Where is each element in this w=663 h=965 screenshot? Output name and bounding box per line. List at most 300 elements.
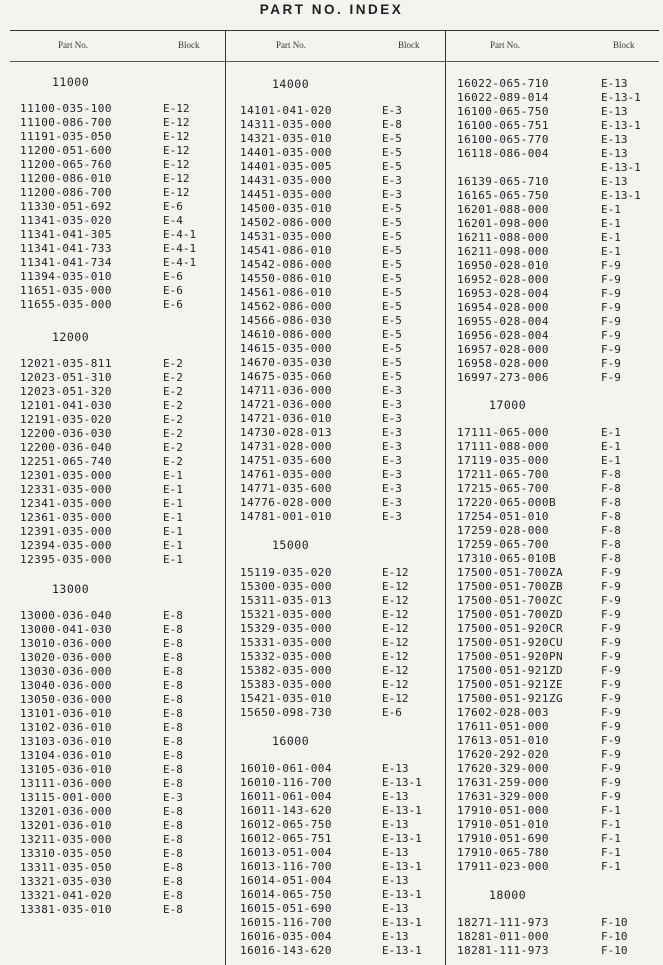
part-number: 13105-036-010 xyxy=(20,763,112,776)
part-number: 14761-035-000 xyxy=(240,468,332,481)
block-ref: F-8 xyxy=(601,552,621,565)
part-number: 17910-051-010 xyxy=(457,818,549,831)
part-number: 16201-098-000 xyxy=(457,217,549,230)
block-ref: F-9 xyxy=(601,748,621,761)
block-ref: E-1 xyxy=(601,231,621,244)
part-number: 14542-086-000 xyxy=(240,258,332,271)
part-number: 16014-051-004 xyxy=(240,874,332,887)
block-ref: E-13 xyxy=(601,133,628,146)
part-number: 11200-086-700 xyxy=(20,186,112,199)
part-number: 15383-035-000 xyxy=(240,678,332,691)
block-ref: F-8 xyxy=(601,468,621,481)
part-number: 12023-051-320 xyxy=(20,385,112,398)
part-number: 16956-028-004 xyxy=(457,329,549,342)
block-ref: E-8 xyxy=(163,875,183,888)
part-number: 17220-065-000B xyxy=(457,496,557,509)
part-number: 17500-051-700ZD xyxy=(457,608,564,621)
block-ref: E-4 xyxy=(163,214,183,227)
block-ref: E-13-1 xyxy=(382,776,422,789)
part-number: 17211-065-700 xyxy=(457,468,549,481)
part-number: 11394-035-010 xyxy=(20,270,112,283)
part-number: 13103-036-010 xyxy=(20,735,112,748)
part-number: 16013-116-700 xyxy=(240,860,332,873)
block-ref: E-12 xyxy=(163,116,190,129)
part-number: 14531-035-000 xyxy=(240,230,332,243)
block-ref: E-5 xyxy=(382,216,402,229)
part-number: 17911-023-000 xyxy=(457,860,549,873)
block-ref: E-13 xyxy=(382,846,409,859)
part-number: 13211-035-000 xyxy=(20,833,112,846)
part-number: 13050-036-000 xyxy=(20,693,112,706)
section-heading: 11000 xyxy=(52,75,90,89)
part-number: 13201-036-000 xyxy=(20,805,112,818)
block-ref: E-3 xyxy=(382,426,402,439)
block-ref: E-13-1 xyxy=(382,944,422,957)
part-number: 13000-041-030 xyxy=(20,623,112,636)
part-number: 13101-036-010 xyxy=(20,707,112,720)
part-number: 14771-035-600 xyxy=(240,482,332,495)
part-number: 15329-035-000 xyxy=(240,622,332,635)
block-ref: F-9 xyxy=(601,594,621,607)
part-number: 16011-143-620 xyxy=(240,804,332,817)
block-ref: E-5 xyxy=(382,300,402,313)
block-ref: F-9 xyxy=(601,776,621,789)
block-ref: E-4-1 xyxy=(163,242,197,255)
part-number: 17215-065-700 xyxy=(457,482,549,495)
block-ref: E-12 xyxy=(163,144,190,157)
block-ref: E-12 xyxy=(382,678,409,691)
block-ref: E-12 xyxy=(163,186,190,199)
block-ref: E-1 xyxy=(601,203,621,216)
part-number: 17620-329-000 xyxy=(457,762,549,775)
header-rule xyxy=(10,61,659,62)
part-number: 11655-035-000 xyxy=(20,298,112,311)
part-number: 16100-065-770 xyxy=(457,133,549,146)
part-number: 17259-065-700 xyxy=(457,538,549,551)
part-number: 13310-035-050 xyxy=(20,847,112,860)
block-ref: F-1 xyxy=(601,846,621,859)
block-ref: E-13-1 xyxy=(601,91,641,104)
block-ref: E-8 xyxy=(163,861,183,874)
part-number: 17254-051-010 xyxy=(457,510,549,523)
part-number: 17613-051-010 xyxy=(457,734,549,747)
block-ref: F-9 xyxy=(601,301,621,314)
block-ref: E-13-1 xyxy=(601,189,641,202)
part-number: 17310-065-010B xyxy=(457,552,557,565)
part-number: 12301-035-000 xyxy=(20,469,112,482)
block-ref: F-9 xyxy=(601,706,621,719)
block-ref: E-1 xyxy=(601,217,621,230)
part-number: 18271-111-973 xyxy=(457,916,549,929)
block-ref: E-3 xyxy=(382,188,402,201)
block-ref: E-12 xyxy=(382,566,409,579)
part-number: 17910-051-690 xyxy=(457,832,549,845)
block-ref: F-9 xyxy=(601,622,621,635)
block-ref: F-9 xyxy=(601,259,621,272)
part-number: 11200-065-760 xyxy=(20,158,112,171)
column-header-block: Block xyxy=(613,40,635,50)
block-ref: E-3 xyxy=(382,468,402,481)
block-ref: F-10 xyxy=(601,930,628,943)
block-ref: E-13-1 xyxy=(601,161,641,174)
block-ref: E-3 xyxy=(382,174,402,187)
part-number: 17500-051-920PN xyxy=(457,650,564,663)
block-ref: F-8 xyxy=(601,524,621,537)
part-number: 11341-035-020 xyxy=(20,214,112,227)
part-number: 12191-035-020 xyxy=(20,413,112,426)
block-ref: F-1 xyxy=(601,832,621,845)
part-number: 16010-116-700 xyxy=(240,776,332,789)
block-ref: F-9 xyxy=(601,608,621,621)
block-ref: E-5 xyxy=(382,328,402,341)
block-ref: E-8 xyxy=(163,805,183,818)
part-number: 12200-036-030 xyxy=(20,427,112,440)
block-ref: E-3 xyxy=(382,440,402,453)
block-ref: E-1 xyxy=(601,454,621,467)
part-number: 12251-065-740 xyxy=(20,455,112,468)
part-number: 12331-035-000 xyxy=(20,483,112,496)
block-ref: F-9 xyxy=(601,580,621,593)
part-number: 15331-035-000 xyxy=(240,636,332,649)
block-ref: E-1 xyxy=(163,539,183,552)
block-ref: E-8 xyxy=(163,623,183,636)
part-number: 14615-035-000 xyxy=(240,342,332,355)
part-number: 12021-035-811 xyxy=(20,357,112,370)
part-number: 16022-065-710 xyxy=(457,77,549,90)
block-ref: E-13-1 xyxy=(382,916,422,929)
block-ref: E-3 xyxy=(382,482,402,495)
block-ref: E-13 xyxy=(601,175,628,188)
section-heading: 12000 xyxy=(52,330,90,344)
part-number: 14541-086-010 xyxy=(240,244,332,257)
block-ref: E-5 xyxy=(382,356,402,369)
column-header-part-no: Part No. xyxy=(490,40,520,50)
part-number: 17111-065-000 xyxy=(457,426,549,439)
block-ref: F-8 xyxy=(601,510,621,523)
part-number: 14711-036-000 xyxy=(240,384,332,397)
part-number: 13102-036-010 xyxy=(20,721,112,734)
part-number: 16139-065-710 xyxy=(457,175,549,188)
part-number: 15650-098-730 xyxy=(240,706,332,719)
part-number: 17500-051-921ZD xyxy=(457,664,564,677)
part-number: 17910-051-000 xyxy=(457,804,549,817)
part-number: 14670-035-030 xyxy=(240,356,332,369)
block-ref: E-2 xyxy=(163,455,183,468)
block-ref: F-10 xyxy=(601,916,628,929)
part-number: 11341-041-734 xyxy=(20,256,112,269)
top-rule xyxy=(10,30,659,31)
part-number: 13010-036-000 xyxy=(20,637,112,650)
block-ref: E-8 xyxy=(163,819,183,832)
part-number: 12391-035-000 xyxy=(20,525,112,538)
block-ref: E-6 xyxy=(382,706,402,719)
part-number: 14721-036-010 xyxy=(240,412,332,425)
part-number: 16015-116-700 xyxy=(240,916,332,929)
column-header-block: Block xyxy=(178,40,200,50)
block-ref: E-12 xyxy=(163,102,190,115)
block-ref: E-12 xyxy=(163,130,190,143)
block-ref: F-9 xyxy=(601,650,621,663)
block-ref: E-3 xyxy=(382,510,402,523)
block-ref: E-1 xyxy=(601,426,621,439)
block-ref: E-1 xyxy=(163,497,183,510)
column-header-part-no: Part No. xyxy=(58,40,88,50)
block-ref: F-10 xyxy=(601,944,628,957)
part-number: 16211-098-000 xyxy=(457,245,549,258)
block-ref: E-3 xyxy=(382,384,402,397)
block-ref: E-8 xyxy=(163,763,183,776)
block-ref: F-9 xyxy=(601,790,621,803)
block-ref: E-12 xyxy=(163,158,190,171)
block-ref: F-9 xyxy=(601,273,621,286)
block-ref: E-6 xyxy=(163,284,183,297)
block-ref: E-13-1 xyxy=(382,804,422,817)
block-ref: E-13 xyxy=(382,874,409,887)
block-ref: E-2 xyxy=(163,441,183,454)
block-ref: E-8 xyxy=(163,679,183,692)
block-ref: F-1 xyxy=(601,818,621,831)
part-number: 17500-051-920CU xyxy=(457,636,564,649)
block-ref: E-8 xyxy=(163,889,183,902)
part-number: 16954-028-000 xyxy=(457,301,549,314)
block-ref: E-5 xyxy=(382,314,402,327)
block-ref: F-9 xyxy=(601,678,621,691)
block-ref: E-13 xyxy=(601,147,628,160)
block-ref: E-1 xyxy=(601,440,621,453)
part-number: 11200-051-600 xyxy=(20,144,112,157)
block-ref: F-9 xyxy=(601,664,621,677)
part-number: 14101-041-020 xyxy=(240,104,332,117)
part-number: 16201-088-000 xyxy=(457,203,549,216)
column-header-block: Block xyxy=(398,40,420,50)
block-ref: E-1 xyxy=(163,469,183,482)
block-ref: E-8 xyxy=(163,651,183,664)
block-ref: F-9 xyxy=(601,566,621,579)
part-number: 17500-051-921ZG xyxy=(457,692,564,705)
block-ref: E-4-1 xyxy=(163,228,197,241)
block-ref: E-2 xyxy=(163,371,183,384)
block-ref: E-5 xyxy=(382,244,402,257)
part-number: 11100-035-100 xyxy=(20,102,112,115)
page-title: PART NO. INDEX xyxy=(259,2,404,17)
part-number: 16952-028-000 xyxy=(457,273,549,286)
block-ref: E-12 xyxy=(163,172,190,185)
block-ref: E-4-1 xyxy=(163,256,197,269)
part-number: 14500-035-010 xyxy=(240,202,332,215)
part-number: 17111-088-000 xyxy=(457,440,549,453)
block-ref: E-2 xyxy=(163,413,183,426)
part-number: 13311-035-050 xyxy=(20,861,112,874)
part-number: 15382-035-000 xyxy=(240,664,332,677)
part-number: 16958-028-000 xyxy=(457,357,549,370)
part-number: 13321-041-020 xyxy=(20,889,112,902)
part-number: 14401-035-005 xyxy=(240,160,332,173)
block-ref: F-8 xyxy=(601,538,621,551)
block-ref: E-5 xyxy=(382,146,402,159)
block-ref: E-5 xyxy=(382,202,402,215)
part-number: 15332-035-000 xyxy=(240,650,332,663)
part-number: 17500-051-700ZA xyxy=(457,566,564,579)
block-ref: E-8 xyxy=(163,847,183,860)
part-number: 16957-028-000 xyxy=(457,343,549,356)
block-ref: E-13-1 xyxy=(382,832,422,845)
part-number: 14502-086-000 xyxy=(240,216,332,229)
part-number: 17500-051-700ZC xyxy=(457,594,564,607)
part-number: 16022-089-014 xyxy=(457,91,549,104)
block-ref: E-13 xyxy=(382,818,409,831)
block-ref: E-13 xyxy=(382,930,409,943)
block-ref: E-2 xyxy=(163,427,183,440)
part-number: 13040-036-000 xyxy=(20,679,112,692)
block-ref: E-8 xyxy=(163,833,183,846)
block-ref: E-3 xyxy=(382,496,402,509)
part-number: 15300-035-000 xyxy=(240,580,332,593)
part-number: 16955-028-004 xyxy=(457,315,549,328)
section-heading: 18000 xyxy=(489,888,527,902)
part-number: 13381-035-010 xyxy=(20,903,112,916)
part-number: 12361-035-000 xyxy=(20,511,112,524)
block-ref: E-13-1 xyxy=(601,119,641,132)
block-ref: E-8 xyxy=(382,118,402,131)
part-number: 15421-035-010 xyxy=(240,692,332,705)
block-ref: E-1 xyxy=(163,511,183,524)
block-ref: E-2 xyxy=(163,399,183,412)
block-ref: F-9 xyxy=(601,287,621,300)
block-ref: E-12 xyxy=(382,622,409,635)
block-ref: E-6 xyxy=(163,298,183,311)
part-number: 16010-061-004 xyxy=(240,762,332,775)
column-divider-1 xyxy=(225,30,226,965)
part-number: 11191-035-050 xyxy=(20,130,112,143)
part-number: 12200-036-040 xyxy=(20,441,112,454)
block-ref: E-8 xyxy=(163,777,183,790)
block-ref: E-12 xyxy=(382,650,409,663)
part-number: 11100-086-700 xyxy=(20,116,112,129)
block-ref: E-5 xyxy=(382,132,402,145)
block-ref: E-1 xyxy=(163,553,183,566)
part-number: 16100-065-750 xyxy=(457,105,549,118)
part-number: 16211-088-000 xyxy=(457,231,549,244)
part-number: 14675-035-060 xyxy=(240,370,332,383)
part-number: 14321-035-010 xyxy=(240,132,332,145)
part-number: 16011-061-004 xyxy=(240,790,332,803)
part-number: 14731-028-000 xyxy=(240,440,332,453)
column-divider-2 xyxy=(445,30,446,965)
block-ref: F-1 xyxy=(601,804,621,817)
part-number: 13000-036-040 xyxy=(20,609,112,622)
part-number: 16165-065-750 xyxy=(457,189,549,202)
block-ref: E-8 xyxy=(163,609,183,622)
block-ref: F-8 xyxy=(601,482,621,495)
part-number: 15119-035-020 xyxy=(240,566,332,579)
block-ref: E-12 xyxy=(382,692,409,705)
block-ref: E-8 xyxy=(163,903,183,916)
block-ref: E-12 xyxy=(382,580,409,593)
block-ref: F-9 xyxy=(601,357,621,370)
block-ref: E-5 xyxy=(382,272,402,285)
part-number: 13030-036-000 xyxy=(20,665,112,678)
block-ref: E-3 xyxy=(382,398,402,411)
part-number: 17602-028-003 xyxy=(457,706,549,719)
block-ref: E-13 xyxy=(382,790,409,803)
section-heading: 16000 xyxy=(272,734,310,748)
block-ref: E-8 xyxy=(163,721,183,734)
part-number: 16012-065-750 xyxy=(240,818,332,831)
block-ref: E-13-1 xyxy=(382,860,422,873)
block-ref: E-12 xyxy=(382,636,409,649)
part-number: 14751-035-600 xyxy=(240,454,332,467)
part-number: 14721-036-000 xyxy=(240,398,332,411)
block-ref: F-9 xyxy=(601,371,621,384)
part-number: 14311-035-000 xyxy=(240,118,332,131)
block-ref: F-9 xyxy=(601,734,621,747)
part-number: 14781-001-010 xyxy=(240,510,332,523)
part-number: 16016-143-620 xyxy=(240,944,332,957)
part-number: 16012-065-751 xyxy=(240,832,332,845)
part-number: 16014-065-750 xyxy=(240,888,332,901)
part-number: 11200-086-010 xyxy=(20,172,112,185)
part-number: 12341-035-000 xyxy=(20,497,112,510)
block-ref: E-5 xyxy=(382,230,402,243)
part-number: 16953-028-004 xyxy=(457,287,549,300)
block-ref: E-5 xyxy=(382,258,402,271)
part-number: 16997-273-006 xyxy=(457,371,549,384)
block-ref: E-13 xyxy=(601,77,628,90)
part-number: 16118-086-004 xyxy=(457,147,549,160)
block-ref: F-9 xyxy=(601,343,621,356)
part-number: 11341-041-305 xyxy=(20,228,112,241)
part-number: 14550-086-010 xyxy=(240,272,332,285)
block-ref: E-8 xyxy=(163,693,183,706)
column-header-part-no: Part No. xyxy=(276,40,306,50)
part-number: 14561-086-010 xyxy=(240,286,332,299)
block-ref: F-9 xyxy=(601,636,621,649)
part-number: 13020-036-000 xyxy=(20,651,112,664)
part-number: 11330-051-692 xyxy=(20,200,112,213)
block-ref: E-1 xyxy=(601,245,621,258)
part-number: 17631-329-000 xyxy=(457,790,549,803)
part-number: 17910-065-780 xyxy=(457,846,549,859)
part-number: 17500-051-920CR xyxy=(457,622,564,635)
part-number: 13104-036-010 xyxy=(20,749,112,762)
part-number: 16013-051-004 xyxy=(240,846,332,859)
part-number: 12023-051-310 xyxy=(20,371,112,384)
part-number: 16950-028-010 xyxy=(457,259,549,272)
block-ref: F-9 xyxy=(601,720,621,733)
block-ref: E-2 xyxy=(163,385,183,398)
block-ref: E-13 xyxy=(601,105,628,118)
part-number: 17620-292-020 xyxy=(457,748,549,761)
part-number: 18281-111-973 xyxy=(457,944,549,957)
part-number: 17631-259-000 xyxy=(457,776,549,789)
block-ref: E-5 xyxy=(382,286,402,299)
block-ref: F-9 xyxy=(601,762,621,775)
part-number: 16015-051-690 xyxy=(240,902,332,915)
block-ref: E-12 xyxy=(382,664,409,677)
part-number: 12101-041-030 xyxy=(20,399,112,412)
block-ref: E-3 xyxy=(163,791,183,804)
part-number: 17611-051-000 xyxy=(457,720,549,733)
part-number: 11341-041-733 xyxy=(20,242,112,255)
block-ref: F-9 xyxy=(601,329,621,342)
block-ref: E-3 xyxy=(382,412,402,425)
part-number: 14730-028-013 xyxy=(240,426,332,439)
part-number: 14431-035-000 xyxy=(240,174,332,187)
section-heading: 17000 xyxy=(489,398,527,412)
block-ref: E-1 xyxy=(163,525,183,538)
section-heading: 13000 xyxy=(52,582,90,596)
part-number: 15311-035-013 xyxy=(240,594,332,607)
